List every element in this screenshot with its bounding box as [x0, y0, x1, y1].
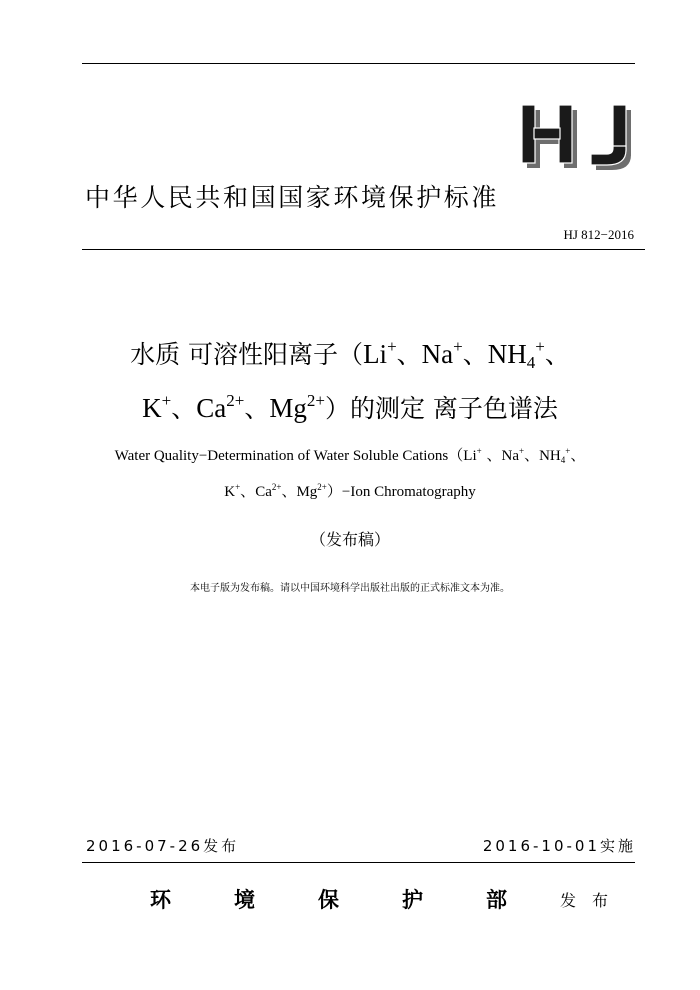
implementation-date: 2016-10-01实施	[482, 837, 636, 855]
title-en-line1: Water Quality−Determination of Water Soluble Cations（Li+ 、Na+、$NH_4^+$、	[114, 446, 586, 465]
publisher-suffix: 布	[592, 891, 609, 910]
publisher	[0, 886, 700, 916]
title-zh-line2: K+、$Ca^{2+}$、$Mg^{2+}$）的测定 离子色谱法	[142, 391, 558, 423]
draft-label: （发布稿）	[309, 530, 390, 549]
publisher-char: 保	[318, 888, 339, 912]
issue-date: 2016-07-26发布	[86, 837, 240, 855]
publisher-char: 境	[234, 888, 255, 912]
hj-logo	[520, 103, 636, 171]
hj-logo-text: HJ	[520, 103, 522, 104]
notice-text: 本电子版为发布稿。请以中国环境科学出版社出版的正式标准文本为准。	[190, 583, 510, 594]
publisher-char: 环	[150, 888, 171, 912]
publisher-suffix: 发	[560, 891, 577, 910]
organization-title: 中华人民共和国国家环境保护标准	[85, 183, 500, 212]
publisher-char: 部	[486, 888, 507, 912]
standard-code: HJ 812−2016	[563, 227, 634, 242]
publisher-char: 护	[402, 888, 423, 912]
title-en-line2: K+、$Ca^{2+}$、$Mg^{2+})-Ion$ Chromatography	[224, 482, 476, 500]
title-zh-line1: 水质 可溶性阳离子（Li+、Na+、$NH_4^+$、	[130, 337, 570, 372]
header-rule	[82, 249, 645, 250]
footer-rule	[82, 862, 635, 863]
top-rule	[82, 63, 635, 64]
